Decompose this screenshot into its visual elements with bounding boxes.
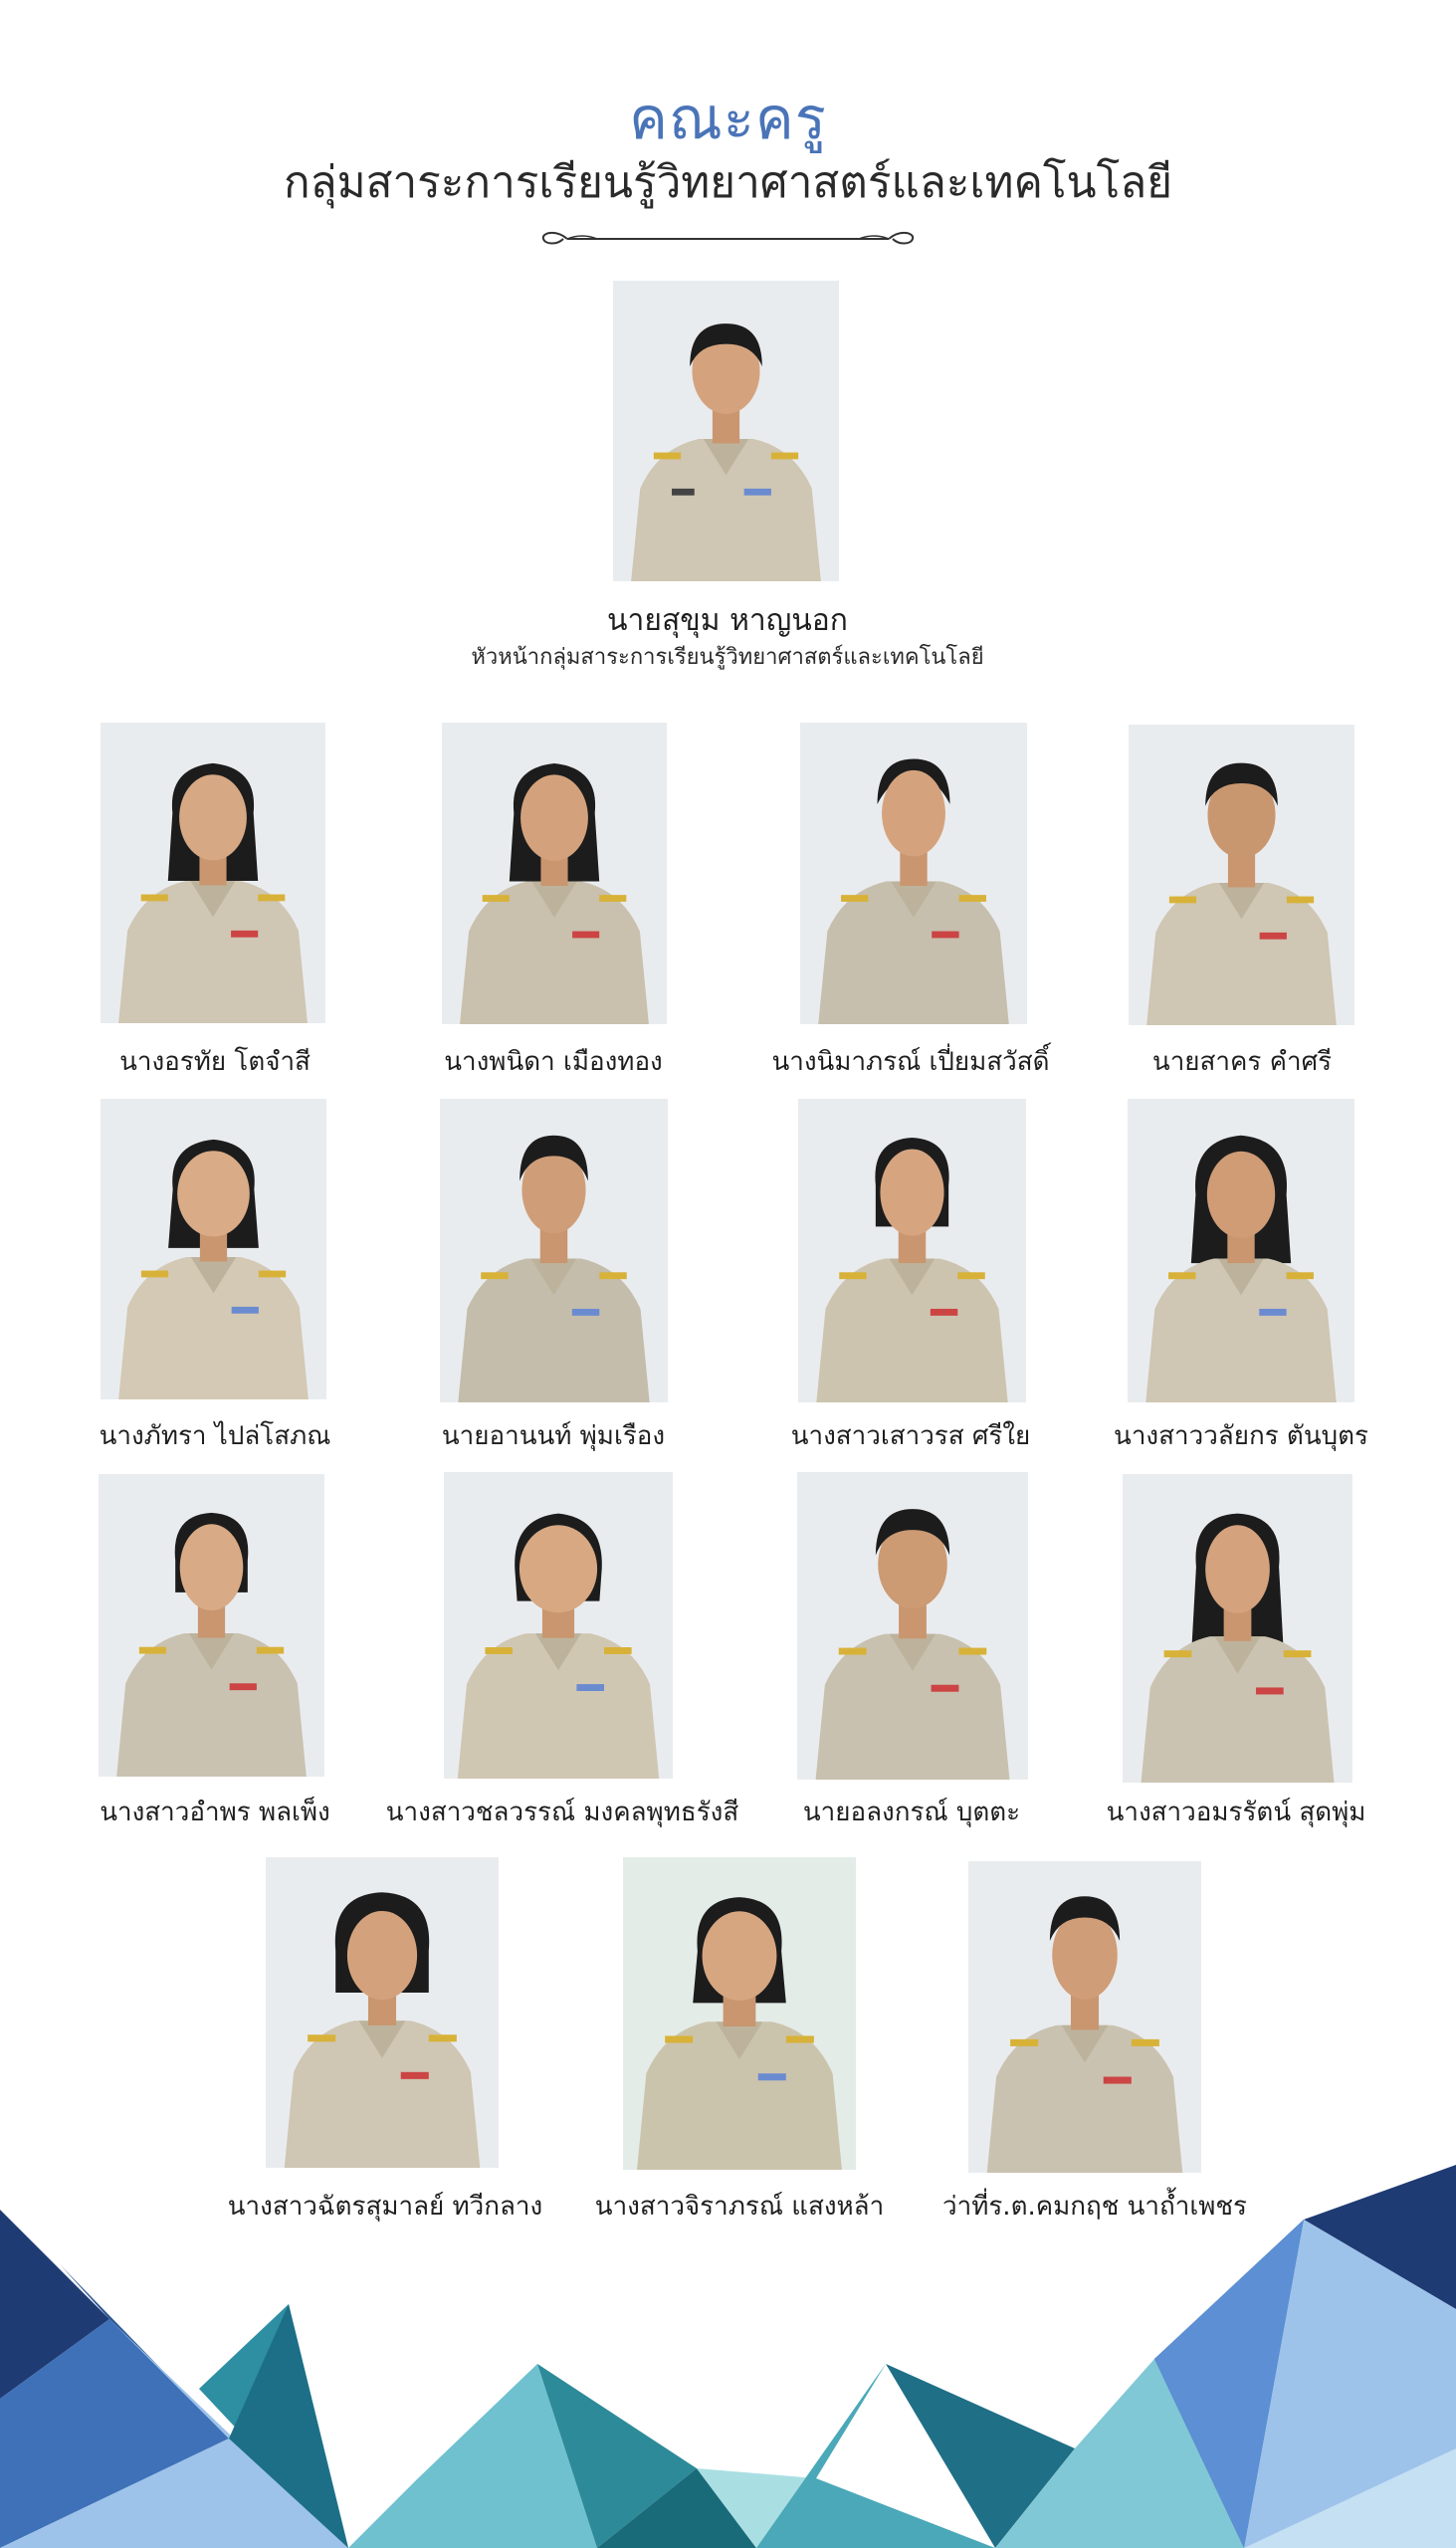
teacher-photo xyxy=(1129,725,1354,1025)
teacher-name: นายอานนท์ พุ่มเรือง xyxy=(441,1421,666,1451)
head-teacher-name: นายสุขุม หาญนอก xyxy=(607,603,848,638)
teacher-name: นางสาวอมรรัตน์ สุดพุ่ม xyxy=(1106,1798,1366,1827)
teacher-photo xyxy=(444,1472,673,1779)
teacher-name: นางนิมาภรณ์ เปี่ยมสวัสดิ์ xyxy=(771,1047,1050,1077)
teacher-photo xyxy=(101,723,325,1023)
teacher-name: นายสาคร คำศรี xyxy=(1151,1047,1333,1077)
teacher-name: นางสาวฉัตรสุมาลย์ ทวีกลาง xyxy=(227,2192,543,2222)
teacher-photo xyxy=(1123,1474,1352,1783)
teacher-photo xyxy=(968,1861,1201,2173)
teacher-name: ว่าที่ร.ต.คมกฤช นาถ้ำเพชร xyxy=(942,2192,1247,2222)
teacher-photo xyxy=(797,1472,1028,1780)
teacher-photo xyxy=(442,723,667,1024)
teacher-photo xyxy=(1128,1099,1354,1402)
teacher-photo xyxy=(623,1857,856,2170)
teacher-photo xyxy=(99,1474,324,1777)
page-title: คณะครู xyxy=(629,85,827,152)
teacher-photo xyxy=(800,723,1027,1024)
teacher-name: นางอรทัย โตจำสี xyxy=(119,1047,311,1077)
page-subtitle: กลุ่มสาระการเรียนรู้วิทยาศาสตร์และเทคโนโลยี xyxy=(284,157,1172,208)
teacher-name: นางสาวชลวรรณ์ มงคลพุทธรังสี xyxy=(385,1798,739,1827)
teacher-name: นางสาวเสาวรส ศรีใย xyxy=(790,1421,1031,1451)
teacher-name: นางสาววลัยกร ตันบุตร xyxy=(1114,1421,1368,1451)
teacher-name: นางพนิดา เมืองทอง xyxy=(444,1047,663,1077)
teacher-name: นางสาวจิราภรณ์ แสงหล้า xyxy=(594,2192,885,2222)
ornament-divider xyxy=(537,227,919,251)
teacher-name: นางภัทรา ไปล่โสภณ xyxy=(99,1421,331,1451)
head-portrait-photo xyxy=(613,281,839,581)
polygon-background-decoration xyxy=(0,2150,1456,2548)
teacher-name: นางสาวอำพร พลเพ็ง xyxy=(100,1798,330,1827)
teacher-name: นายอลงกรณ์ บุตตะ xyxy=(802,1798,1021,1827)
head-teacher-role: หัวหน้ากลุ่มสาระการเรียนรู้วิทยาศาสตร์และเทคโนโลยี xyxy=(471,645,984,670)
teacher-photo xyxy=(798,1099,1026,1402)
teacher-photo xyxy=(266,1857,499,2168)
teacher-photo xyxy=(440,1099,668,1402)
teacher-photo xyxy=(101,1099,326,1399)
